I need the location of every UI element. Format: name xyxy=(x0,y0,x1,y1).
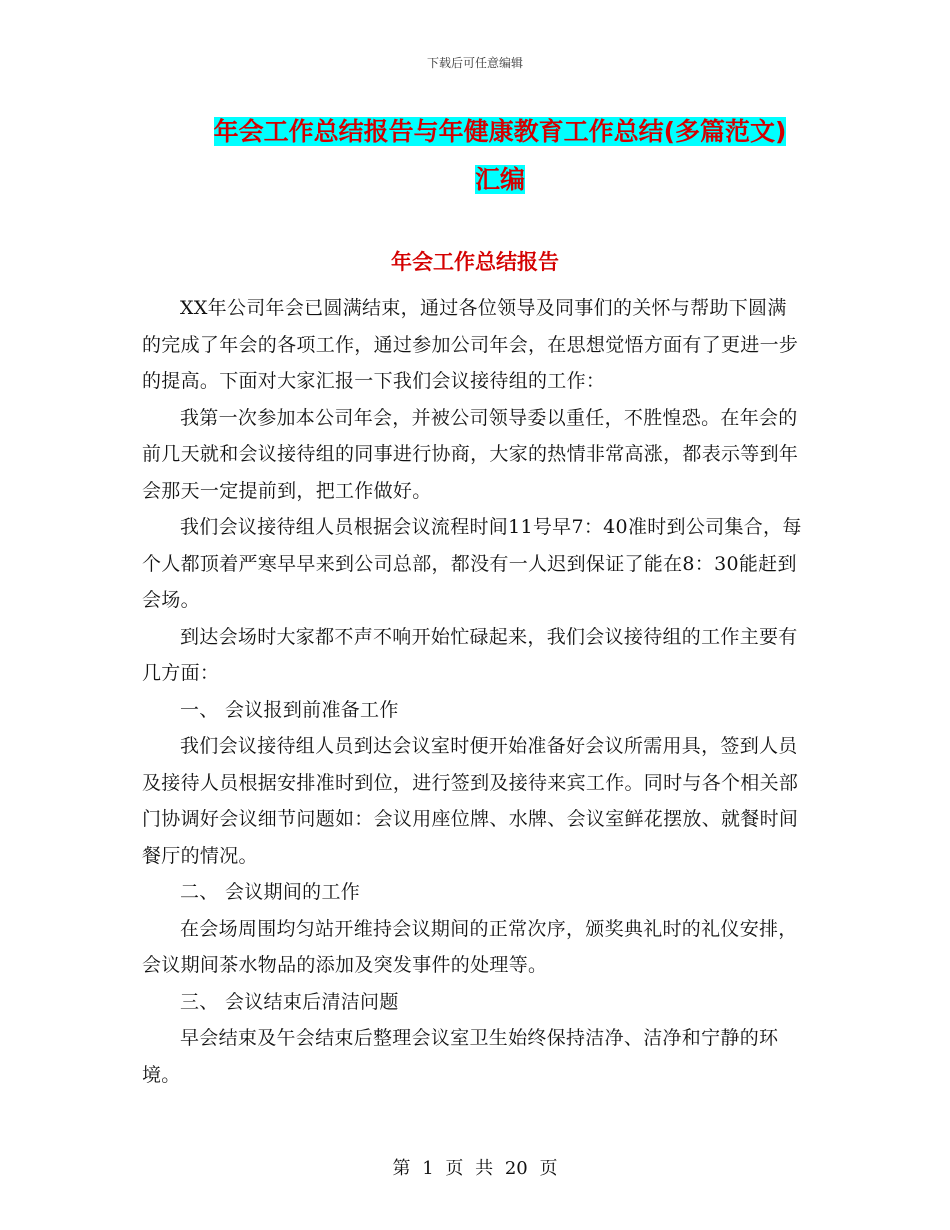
subheading: 一、 会议报到前准备工作 xyxy=(180,698,399,721)
paragraph: 早会结束及午会结束后整理会议室卫生始终保持洁净、洁净和宁静的环境。 xyxy=(142,1027,779,1086)
body-text xyxy=(142,290,802,1093)
paragraph: 我们会议接待组人员根据会议流程时间11号早7：40准时到公司集合，每个人都顶着严寒早早来到公司总部，都没有一人迟到保证了能在8：30能赶到会场。 xyxy=(142,516,802,611)
subheading: 二、 会议期间的工作 xyxy=(180,881,361,903)
header-note: 下载后可任意编辑 xyxy=(426,56,523,70)
paragraph: 我们会议接待组人员到达会议室时便开始准备好会议所需用具，签到人员及接待人员根据安排准时到位，进行签到及接待来宾工作。同时与各个相关部门协调好会议细节问题如：会议用座位牌、水牌、会议室鲜花摆放、就餐时间餐厅的情况。 xyxy=(142,735,799,867)
paragraph: 在会场周围均匀站开维持会议期间的正常次序，颁奖典礼时的礼仪安排，会议期间茶水物品的添加及突发事件的处理等。 xyxy=(142,917,798,976)
paragraph: XX年公司年会已圆满结束，通过各位领导及同事们的关怀与帮助下圆满的完成了年会的各项工作，通过参加公司年会，在思想觉悟方面有了更进一步的提高。下面对大家汇报一下我们会议接待组的工作： xyxy=(142,297,799,392)
document-title xyxy=(190,108,810,204)
page-footer: 第 1 页 共 20 页 xyxy=(392,1158,558,1179)
subheading: 三、 会议结束后清洁问题 xyxy=(180,990,399,1013)
section-title: 年会工作总结报告 xyxy=(391,250,559,274)
document-title-line-2: 汇编 xyxy=(474,165,525,194)
paragraph: 我第一次参加本公司年会，并被公司领导委以重任，不胜惶恐。在年会的前几天就和会议接待组的同事进行协商，大家的热情非常高涨，都表示等到年会那天一定提前到，把工作做好。 xyxy=(142,406,799,502)
paragraph: 到达会场时大家都不声不响开始忙碌起来，我们会议接待组的工作主要有几方面： xyxy=(142,625,798,684)
document-title-line-1: 年会工作总结报告与年健康教育工作总结(多篇范文) xyxy=(213,117,787,146)
